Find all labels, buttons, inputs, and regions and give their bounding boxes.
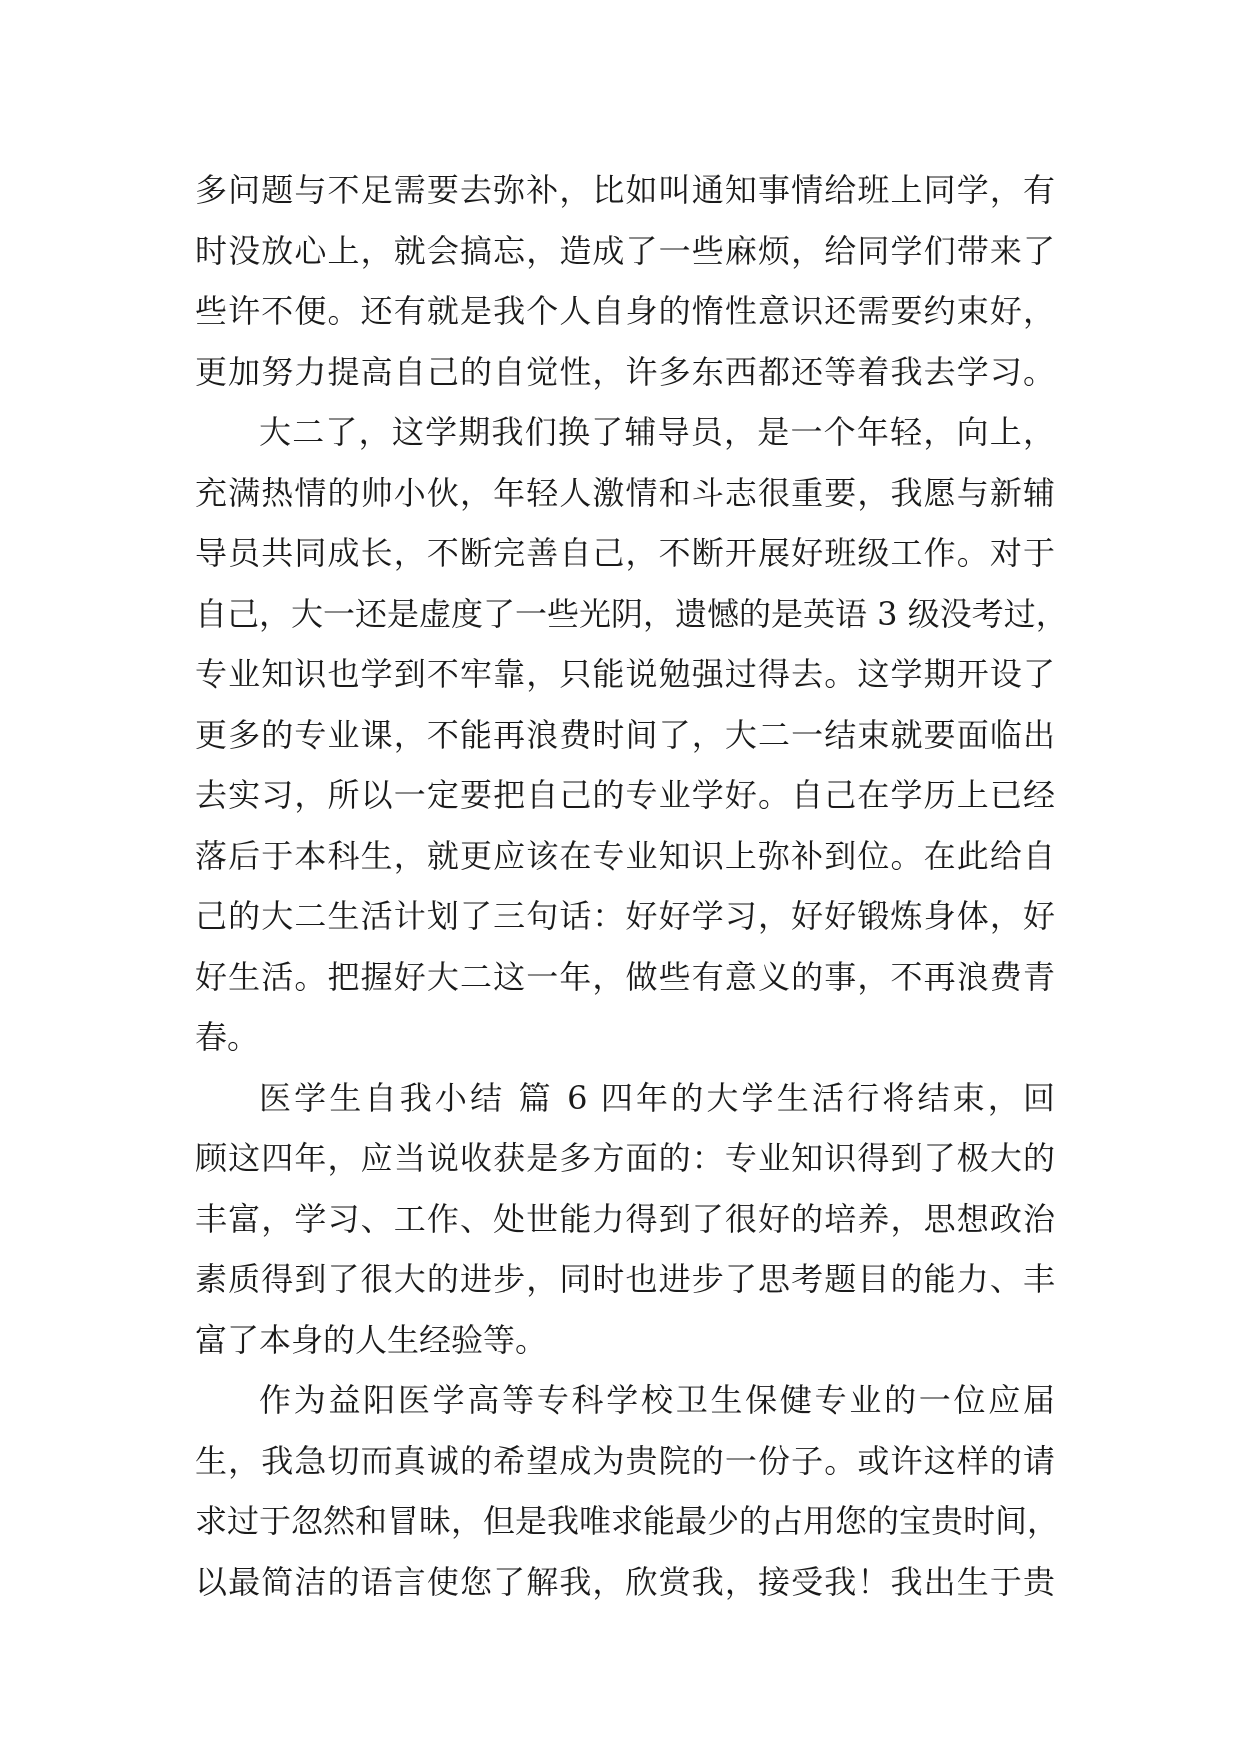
text-line: 作为益阳医学高等专科学校卫生保健专业的一位应届 [259,1381,1055,1419]
text-line: 好生活。把握好大二这一年，做些有意义的事，不再浪费青 [195,957,1055,996]
text-line: 多问题与不足需要去弥补，比如叫通知事情给班上同学，有 [195,171,1055,209]
section-heading-line: 医学生自我小结 篇 6 四年的大学生活行将结束，回 [259,1078,1055,1117]
text-line: 自己，大一还是虚度了一些光阴，遗憾的是英语 3 级没考过， [195,594,1068,633]
text-line: 充满热情的帅小伙，年轻人激情和斗志很重要，我愿与新辅 [195,473,1055,512]
text-line: 求过于忽然和冒昧，但是我唯求能最少的占用您的宝贵时间， [195,1502,1060,1540]
text-line: 更加努力提高自己的自觉性，许多东西都还等着我去学习。 [195,352,1055,391]
text-line: 以最简洁的语言使您了解我，欣赏我，接受我！我出生于贵 [195,1562,1055,1601]
text-line: 落后于本科生，就更应该在专业知识上弥补到位。在此给自 [195,836,1055,875]
text-line: 己的大二生活计划了三句话：好好学习，好好锻炼身体，好 [195,897,1055,935]
text-line: 导员共同成长，不断完善自己，不断开展好班级工作。对于 [195,534,1055,572]
text-line: 专业知识也学到不牢靠，只能说勉强过得去。这学期开设了 [195,655,1055,693]
text-line: 更多的专业课，不能再浪费时间了，大二一结束就要面临出 [195,715,1055,754]
text-line: 些许不便。还有就是我个人自身的惰性意识还需要约束好， [195,292,1055,330]
text-line: 顾这四年，应当说收获是多方面的：专业知识得到了极大的 [195,1139,1055,1177]
text-line: 丰富，学习、工作、处世能力得到了很好的培养，思想政治 [195,1199,1055,1238]
text-line: 时没放心上，就会搞忘，造成了一些麻烦，给同学们带来了 [195,231,1055,270]
text-line: 富了本身的人生经验等。 [195,1320,548,1359]
text-line: 春。 [195,1018,260,1056]
text-line: 去实习，所以一定要把自己的专业学好。自己在学历上已经 [195,776,1055,814]
text-line: 素质得到了很大的进步，同时也进步了思考题目的能力、丰 [195,1260,1055,1298]
text-line: 大二了，这学期我们换了辅导员，是一个年轻，向上， [259,413,1055,451]
document-body [195,160,1068,1612]
text-line: 生，我急切而真诚的希望成为贵院的一份子。或许这样的请 [195,1441,1055,1480]
